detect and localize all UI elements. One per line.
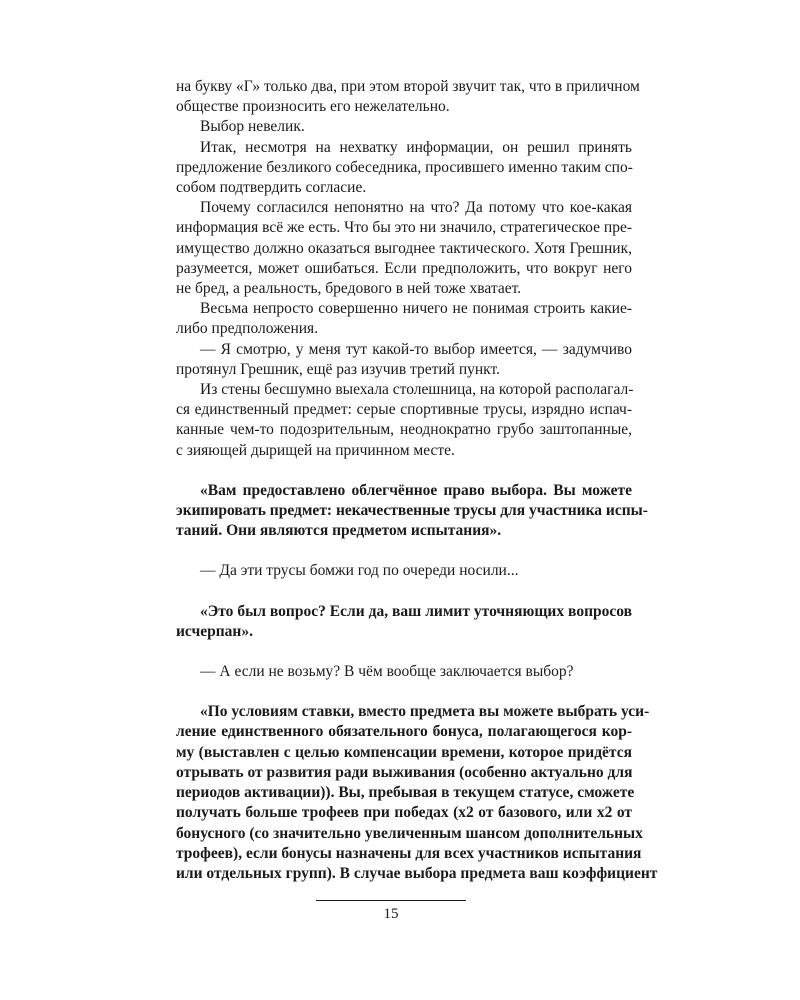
paragraph [176, 380, 632, 461]
text-line: или отдельных групп). В случае выбора предмета ваш коэффициент [176, 864, 658, 882]
footer-rule [316, 900, 466, 901]
text-line: информация всё же есть. Что бы это ни значило, стратегическое пре- [176, 219, 632, 237]
text-line: протянул Грешник, ещё раз изучив третий пункт. [176, 360, 500, 378]
system-message-paragraph [176, 481, 648, 542]
paragraph-gap [176, 642, 632, 662]
paragraph-gap [176, 682, 632, 702]
text-line: трофеев), если бонусы назначены для всех участников испытания [176, 844, 642, 862]
text-line: таний. Они являются предметом испытания». [176, 522, 502, 540]
text-line: Итак, несмотря на нехватку информации, он решил принять [200, 138, 632, 156]
paragraph-gap [176, 582, 632, 602]
text-line: Почему согласился непонятно на что? Да потому что кое-какая [200, 199, 632, 217]
text-line: канные чем-то подозрительным, неоднократно грубо заштопанные, [176, 421, 632, 439]
paragraph [176, 198, 632, 299]
text-line: ление единственного обязательного бонуса, полагающегося кор- [176, 723, 632, 741]
text-line: либо предположения. [176, 320, 319, 338]
text-line: — Я смотрю, у меня тут какой-то выбор имеется, — задумчиво [200, 340, 632, 358]
text-line: отрывать от развития ради выживания (особенно актуально для [176, 763, 633, 781]
text-line: обществе произносить его нежелательно. [176, 98, 450, 116]
text-line: — А если не возьму? В чём вообще заключается выбор? [200, 663, 574, 681]
paragraph [176, 662, 632, 682]
paragraph [176, 138, 632, 199]
text-line: экипировать предмет: некачественные трусы для участника испы- [176, 502, 648, 520]
text-line: — Да эти трусы бомжи год по очереди носили... [200, 562, 519, 580]
paragraph [176, 77, 640, 117]
paragraph [176, 340, 632, 380]
system-message-paragraph [176, 602, 632, 642]
system-message-paragraph [176, 702, 658, 884]
text-line: бонусного (со значительно увеличенным шансом дополнительных [176, 824, 643, 842]
text-line: на букву «Г» только два, при этом второй звучит так, что в приличном [176, 78, 640, 95]
paragraph [176, 299, 632, 339]
text-line: с зияющей дырищей на причинном месте. [176, 441, 455, 459]
text-line: Весьма непросто совершенно ничего не понимая строить какие- [200, 300, 632, 318]
text-line: получать больше трофеев при победах (x2 от базового, или x2 от [176, 804, 632, 822]
text-line: «Вам предоставлено облегчённое право выбора. Вы можете [200, 481, 632, 499]
text-line: исчерпан». [176, 622, 253, 640]
text-line: му (выставлен с целью компенсации времени, которое придётся [176, 743, 632, 761]
text-line: Из стены бесшумно выехала столешница, на которой располагал- [200, 381, 634, 399]
text-line: не бред, а реальность, бредового в ней тоже хватает. [176, 280, 522, 298]
page-number: 15 [383, 906, 399, 922]
text-line: предложение безликого собеседника, просившего именно таким спо- [176, 158, 633, 176]
paragraph [176, 561, 632, 581]
text-line: «Это был вопрос? Если да, ваш лимит уточняющих вопросов [200, 602, 632, 620]
text-line: собом подтвердить согласие. [176, 179, 367, 197]
paragraph-gap [176, 541, 632, 561]
text-line: имущество должно оказаться выгоднее тактического. Хотя Грешник, [176, 239, 632, 257]
text-line: периодов активации)). Вы, пребывая в текущем статусе, сможете [176, 784, 635, 802]
body-text [176, 77, 658, 884]
paragraph-gap [176, 461, 632, 481]
paragraph [176, 117, 632, 137]
text-line: Выбор невелик. [200, 118, 305, 136]
text-line: ся единственный предмет: серые спортивные трусы, изрядно испач- [176, 401, 632, 419]
text-line: разумеется, может ошибаться. Если предположить, что вокруг него [176, 259, 632, 277]
text-line: «По условиям ставки, вместо предмета вы можете выбрать уси- [200, 703, 650, 721]
